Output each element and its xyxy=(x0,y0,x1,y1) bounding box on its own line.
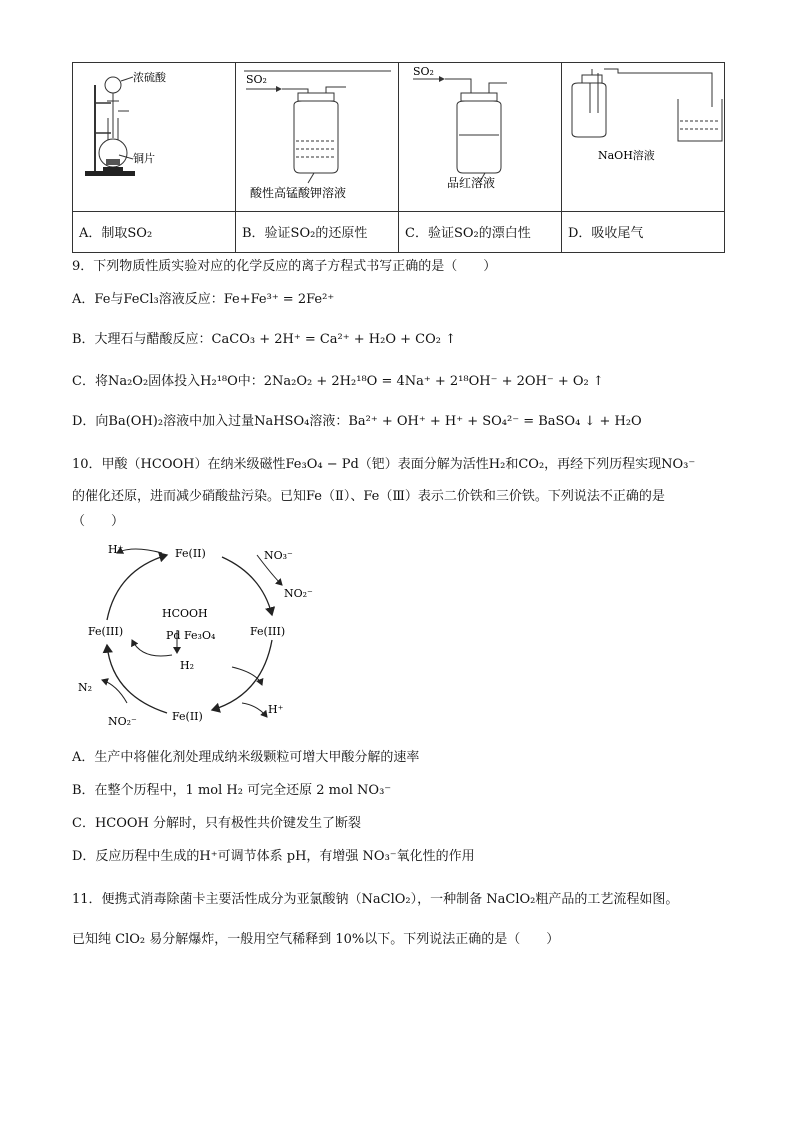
fe3o4-label: Fe₃O₄ xyxy=(184,629,216,642)
q10-option-d: D．反应历程中生成的H⁺可调节体系 pH，有增强 NO₃⁻氧化性的作用 xyxy=(72,849,475,864)
label-kmno4: 酸性高锰酸钾溶液 xyxy=(250,186,347,200)
q10-option-b: B．在整个历程中，1 mol H₂ 可完全还原 2 mol NO₃⁻ xyxy=(72,783,392,798)
hplus-bottom-right: H⁺ xyxy=(268,703,284,716)
q10-stem-2: 的催化还原，进而减少硝酸盐污染。已知Fe（Ⅱ）、Fe（Ⅲ）表示二价铁和三价铁。下列说法不正确的是 xyxy=(72,489,665,504)
q11-stem-2: 已知纯 ClO₂ 易分解爆炸，一般用空气稀释到 10%以下。下列说法正确的是（ ） xyxy=(72,932,560,947)
q10-option-c: C．HCOOH 分解时，只有极性共价键发生了断裂 xyxy=(72,816,362,831)
q10-option-a: A．生产中将催化剂处理成纳米级颗粒可增大甲酸分解的速率 xyxy=(72,750,420,765)
q10-stem-1: 10．甲酸（HCOOH）在纳米级磁性Fe₃O₄ − Pd（钯）表面分解为活性H₂和CO₂，再经下列历程实现NO₃⁻ xyxy=(72,457,696,472)
fe3-left: Fe(III) xyxy=(88,625,124,638)
pd-label: Pd xyxy=(166,629,181,642)
fig-b-cell xyxy=(236,63,399,212)
caption-b: B．验证SO₂的还原性 xyxy=(236,212,399,253)
fig-c-cell xyxy=(399,63,562,212)
no3-label: NO₃⁻ xyxy=(264,549,293,562)
catalytic-cycle-diagram xyxy=(72,535,322,735)
apparatus-table xyxy=(72,62,725,253)
hcooh-label: HCOOH xyxy=(162,607,208,620)
n2-label: N₂ xyxy=(78,681,93,694)
h2-label: H₂ xyxy=(180,659,195,672)
caption-c: C．验证SO₂的漂白性 xyxy=(399,212,562,253)
label-fuchsine: 品红溶液 xyxy=(447,176,496,190)
label-naoh: NaOH溶液 xyxy=(598,149,655,162)
caption-a: A．制取SO₂ xyxy=(73,212,236,253)
fuchsine-bottle-figure xyxy=(399,63,561,207)
q11-stem-1: 11．便携式消毒除菌卡主要活性成分为亚氯酸钠（NaClO₂），一种制备 NaClO₂粗产品的工艺流程如图。 xyxy=(72,892,679,907)
label-conc-sulfuric: 浓硫酸 xyxy=(133,71,166,84)
naoh-absorber-figure xyxy=(562,63,724,207)
fe2-top: Fe(II) xyxy=(175,547,206,560)
q9-option-b: B．大理石与醋酸反应：CaCO₃ + 2H⁺ = Ca²⁺ + H₂O + CO₂ ↑ xyxy=(72,332,456,347)
fig-d-cell xyxy=(562,63,725,212)
sulfur-dioxide-generator-figure xyxy=(73,63,235,207)
kmno4-bottle-figure xyxy=(236,63,398,207)
hplus-top-left: H⁺ xyxy=(108,543,124,556)
fe2-bottom: Fe(II) xyxy=(172,710,203,723)
no2-right-label: NO₂⁻ xyxy=(284,587,313,600)
q9-stem: 9．下列物质性质实验对应的化学反应的离子方程式书写正确的是（ ） xyxy=(72,259,497,274)
no2-left-label: NO₂⁻ xyxy=(108,715,137,728)
caption-d: D．吸收尾气 xyxy=(562,212,725,253)
q9-option-d: D．向Ba(OH)₂溶液中加入过量NaHSO₄溶液：Ba²⁺ + OH⁺ + H⁺ + SO₄²⁻ = BaSO₄ ↓ + H₂O xyxy=(72,414,642,429)
q9-option-a: A．Fe与FeCl₃溶液反应：Fe+Fe³⁺ = 2Fe²⁺ xyxy=(72,292,335,307)
q9-option-c: C．将Na₂O₂固体投入H₂¹⁸O中：2Na₂O₂ + 2H₂¹⁸O = 4Na⁺ + 2¹⁸OH⁻ + 2OH⁻ + O₂ ↑ xyxy=(72,374,604,389)
label-b-gas: SO₂ xyxy=(246,73,267,86)
label-copper: 铜片 xyxy=(133,152,155,165)
fe3-right: Fe(III) xyxy=(250,625,286,638)
fig-a-cell xyxy=(73,63,236,212)
q10-stem-3: （ ） xyxy=(72,514,125,529)
label-c-gas: SO₂ xyxy=(413,65,434,78)
